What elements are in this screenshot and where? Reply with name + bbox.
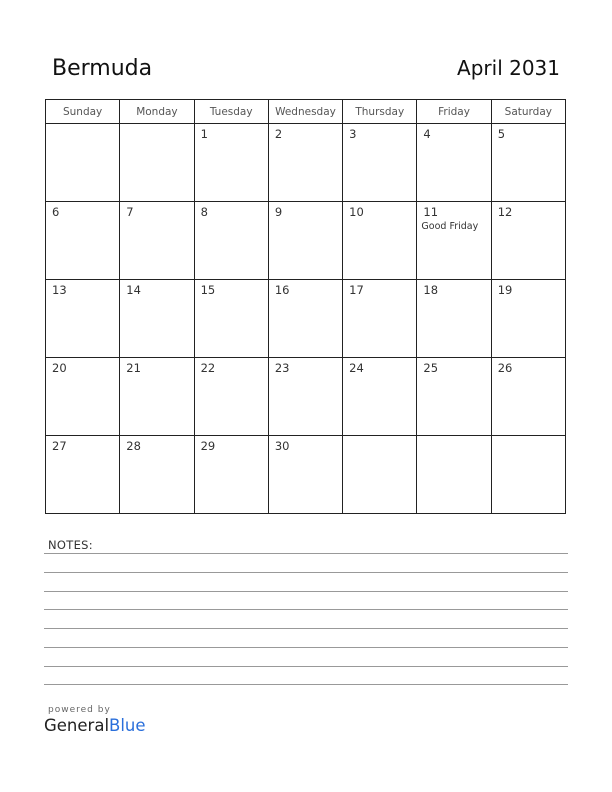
day-cell — [343, 124, 417, 202]
day-cell — [268, 436, 342, 514]
weekday-sunday: Sunday — [46, 100, 120, 124]
day-cell — [268, 358, 342, 436]
brand-blue-text: Blue — [109, 716, 146, 735]
day-number: 5 — [497, 127, 506, 141]
day-number: 21 — [126, 361, 141, 375]
day-number: 25 — [423, 361, 439, 375]
note-line — [44, 628, 568, 629]
day-number: 17 — [349, 283, 364, 297]
day-cell — [194, 124, 268, 202]
day-cell — [268, 280, 342, 358]
day-cell — [268, 202, 342, 280]
day-cell — [491, 124, 565, 202]
day-number: 22 — [200, 361, 216, 375]
day-cell — [491, 358, 565, 436]
note-line — [44, 572, 568, 573]
day-number: 4 — [423, 127, 431, 141]
day-cell — [120, 202, 194, 280]
day-number: 2 — [274, 127, 283, 141]
week-row — [46, 436, 566, 514]
day-cell — [343, 202, 417, 280]
weekday-saturday: Saturday — [491, 100, 565, 124]
day-cell — [194, 202, 268, 280]
day-cell — [343, 358, 417, 436]
day-number: 9 — [274, 205, 283, 219]
day-number: 15 — [200, 283, 216, 297]
day-cell — [417, 436, 491, 514]
day-cell — [268, 124, 342, 202]
calendar-grid — [45, 99, 566, 514]
day-cell — [194, 436, 268, 514]
day-cell — [417, 358, 491, 436]
day-cell — [343, 436, 417, 514]
day-number: 7 — [126, 205, 134, 219]
day-number: 28 — [126, 439, 141, 453]
day-cell — [343, 280, 417, 358]
day-cell — [46, 436, 120, 514]
day-number: 27 — [52, 439, 67, 453]
calendar-month-title: April 2031 — [457, 56, 560, 80]
week-row — [46, 202, 566, 280]
weekday-monday: Monday — [120, 100, 194, 124]
day-number: 18 — [423, 283, 439, 297]
notes-label: NOTES: — [48, 538, 93, 552]
note-line — [44, 666, 568, 667]
day-number: 19 — [497, 283, 513, 297]
generalblue-logo[interactable] — [44, 716, 146, 735]
calendar-country-title: Bermuda — [52, 56, 153, 81]
day-number: 26 — [497, 361, 513, 375]
note-line — [44, 553, 568, 554]
day-cell — [194, 358, 268, 436]
day-cell — [120, 280, 194, 358]
day-number: 12 — [497, 205, 513, 219]
day-cell — [46, 124, 120, 202]
day-cell — [120, 358, 194, 436]
weekday-tuesday: Tuesday — [194, 100, 268, 124]
day-number: 11 — [423, 205, 439, 219]
weekday-thursday: Thursday — [343, 100, 417, 124]
day-cell — [491, 280, 565, 358]
day-cell — [417, 280, 491, 358]
weekday-header-row — [46, 100, 566, 124]
note-line — [44, 609, 568, 610]
day-cell — [46, 358, 120, 436]
day-number: 8 — [200, 205, 208, 219]
note-line — [44, 684, 568, 685]
week-row — [46, 280, 566, 358]
weekday-wednesday: Wednesday — [268, 100, 342, 124]
day-cell — [194, 280, 268, 358]
day-cell — [491, 202, 565, 280]
day-cell — [417, 202, 491, 280]
day-number: 3 — [349, 127, 357, 141]
day-cell — [46, 280, 120, 358]
week-row — [46, 124, 566, 202]
week-row — [46, 358, 566, 436]
day-number: 14 — [126, 283, 141, 297]
day-cell — [417, 124, 491, 202]
day-number: 6 — [52, 205, 60, 219]
day-number: 30 — [274, 439, 290, 453]
day-number: 29 — [200, 439, 216, 453]
day-number: 20 — [52, 361, 67, 375]
day-number: 1 — [200, 127, 208, 141]
day-number: 13 — [52, 283, 67, 297]
day-number: 23 — [274, 361, 290, 375]
day-number: 16 — [274, 283, 290, 297]
day-cell — [120, 436, 194, 514]
day-number: 24 — [349, 361, 364, 375]
day-cell — [491, 436, 565, 514]
note-line — [44, 647, 568, 648]
note-line — [44, 591, 568, 592]
brand-general-text: General — [44, 716, 110, 735]
powered-by-text: powered by — [48, 705, 111, 715]
day-cell — [120, 124, 194, 202]
day-cell — [46, 202, 120, 280]
holiday-label: Good Friday — [421, 221, 479, 232]
day-number: 10 — [349, 205, 364, 219]
weekday-friday: Friday — [417, 100, 491, 124]
